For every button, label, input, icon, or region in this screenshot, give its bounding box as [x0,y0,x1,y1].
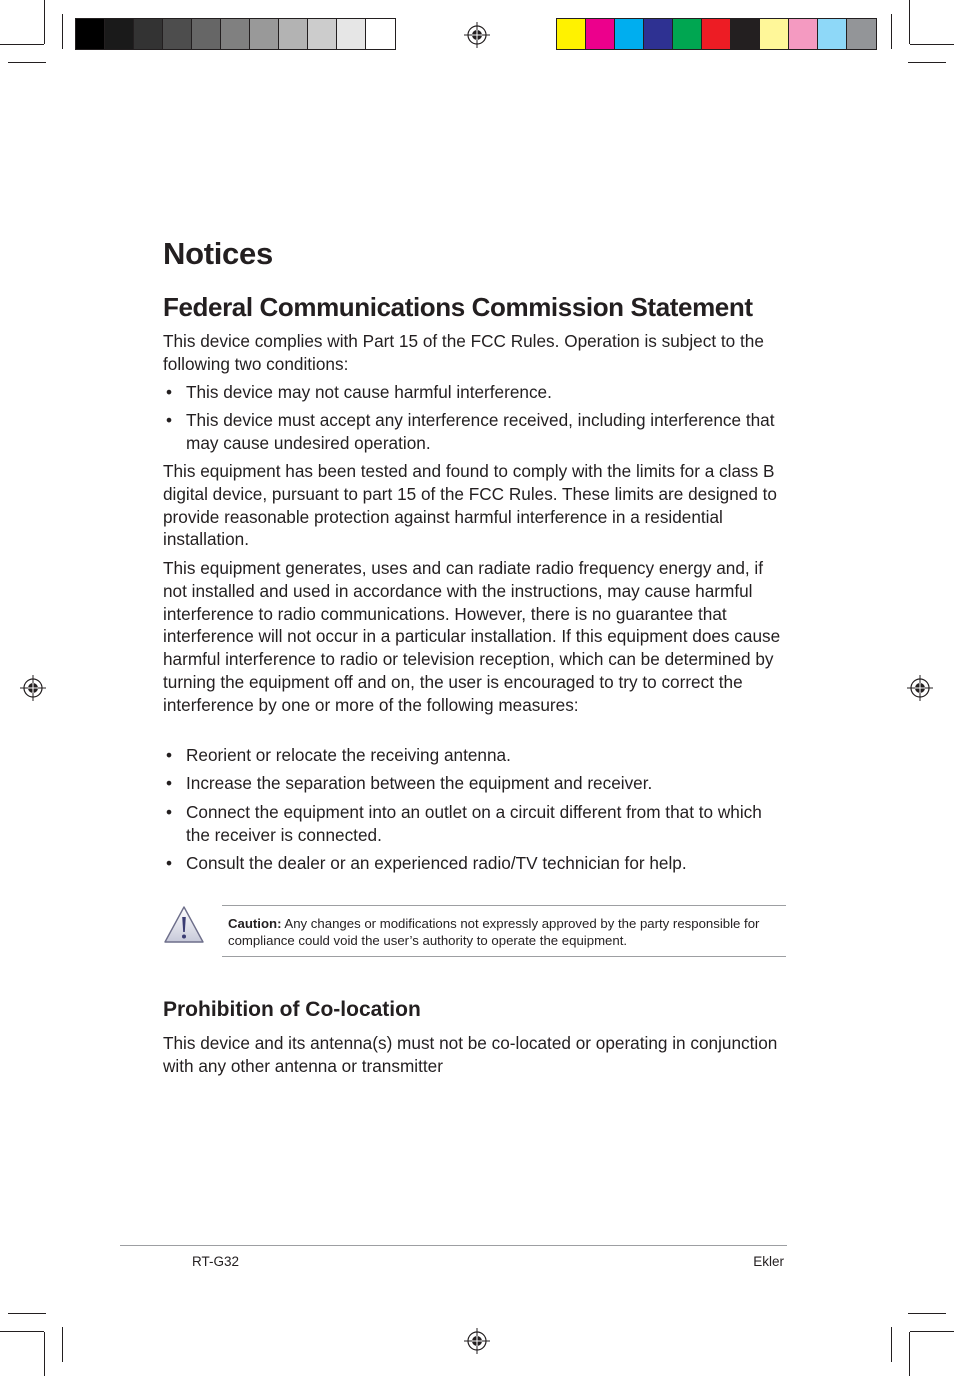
measure-text: Reorient or relocate the receiving antenna. [186,745,511,765]
measure-text: Increase the separation between the equipment and receiver. [186,773,653,793]
color-swatch [760,19,789,49]
grayscale-swatch [250,19,279,49]
grayscale-swatch [221,19,250,49]
measure-text: Consult the dealer or an experienced radio/TV technician for help. [186,853,687,873]
footer-section: Ekler [753,1254,784,1269]
footer-model: RT-G32 [192,1254,240,1269]
color-swatch [789,19,818,49]
caution-box [222,905,786,957]
bullet-dot: • [166,802,173,822]
registration-mark-icon [20,675,46,701]
page-title: Notices [163,236,273,271]
color-swatch [731,19,760,49]
bullet-dot: • [166,773,173,793]
color-swatch [557,19,586,49]
measure-text: Connect the equipment into an outlet on a circuit different from that to which the receiver is connected. [186,802,762,845]
fcc-heading: Federal Communications Commission Statement [163,292,753,322]
grayscale-swatch [308,19,337,49]
bullet-dot: • [166,745,173,765]
colocation-text: This device and its antenna(s) must not be co-located or operating in conjunction with any other antenna or transmitter [163,1033,778,1076]
grayscale-color-bar [75,18,396,50]
caution-label: Caution: [228,916,282,931]
color-swatch [644,19,673,49]
generates-paragraph: This equipment generates, uses and can radiate radio frequency energy and, if not installed and used in accordance with the instructions, may cause harmful interference to radio communications. However, there is no guarantee that interference will not occur in a particular installation. If this equipment does cause harmful interference to radio or television reception, which can be determined by turning the equipment off and on, the user is encouraged to try to correct the interference by one or more of the following measures: [163,558,781,715]
bullet-dot: • [166,382,173,402]
color-swatch [702,19,731,49]
bullet-dot: • [166,853,173,873]
bullet-dot: • [166,410,173,430]
grayscale-swatch [337,19,366,49]
footer-rule [120,1245,787,1246]
color-swatch [847,19,876,49]
caution-body: Any changes or modifications not expressly approved by the party responsible for compliance could void the user’s authority to operate the equipment. [228,916,760,948]
condition-text: This device must accept any interference received, including interference that may cause undesired operation. [186,410,775,453]
color-swatch [586,19,615,49]
color-swatch [818,19,847,49]
warning-triangle-icon [163,904,205,944]
grayscale-swatch [134,19,163,49]
condition-text: This device may not cause harmful interference. [186,382,552,402]
registration-mark-icon [464,22,490,48]
color-swatch [673,19,702,49]
grayscale-swatch [105,19,134,49]
colocation-heading: Prohibition of Co-location [163,998,421,1021]
grayscale-swatch [76,19,105,49]
process-color-bar [556,18,877,50]
registration-mark-icon [907,675,933,701]
tested-paragraph: This equipment has been tested and found to comply with the limits for a class B digital device, pursuant to part 15 of the FCC Rules. These limits are designed to provide reasonable protection against harmful interference in a residential installation. [163,461,777,550]
color-swatch [615,19,644,49]
registration-mark-icon [464,1328,490,1354]
grayscale-swatch [279,19,308,49]
caution-text [228,915,788,949]
grayscale-swatch [366,19,395,49]
grayscale-swatch [192,19,221,49]
grayscale-swatch [163,19,192,49]
fcc-intro: This device complies with Part 15 of the FCC Rules. Operation is subject to the following two conditions: [163,331,764,374]
